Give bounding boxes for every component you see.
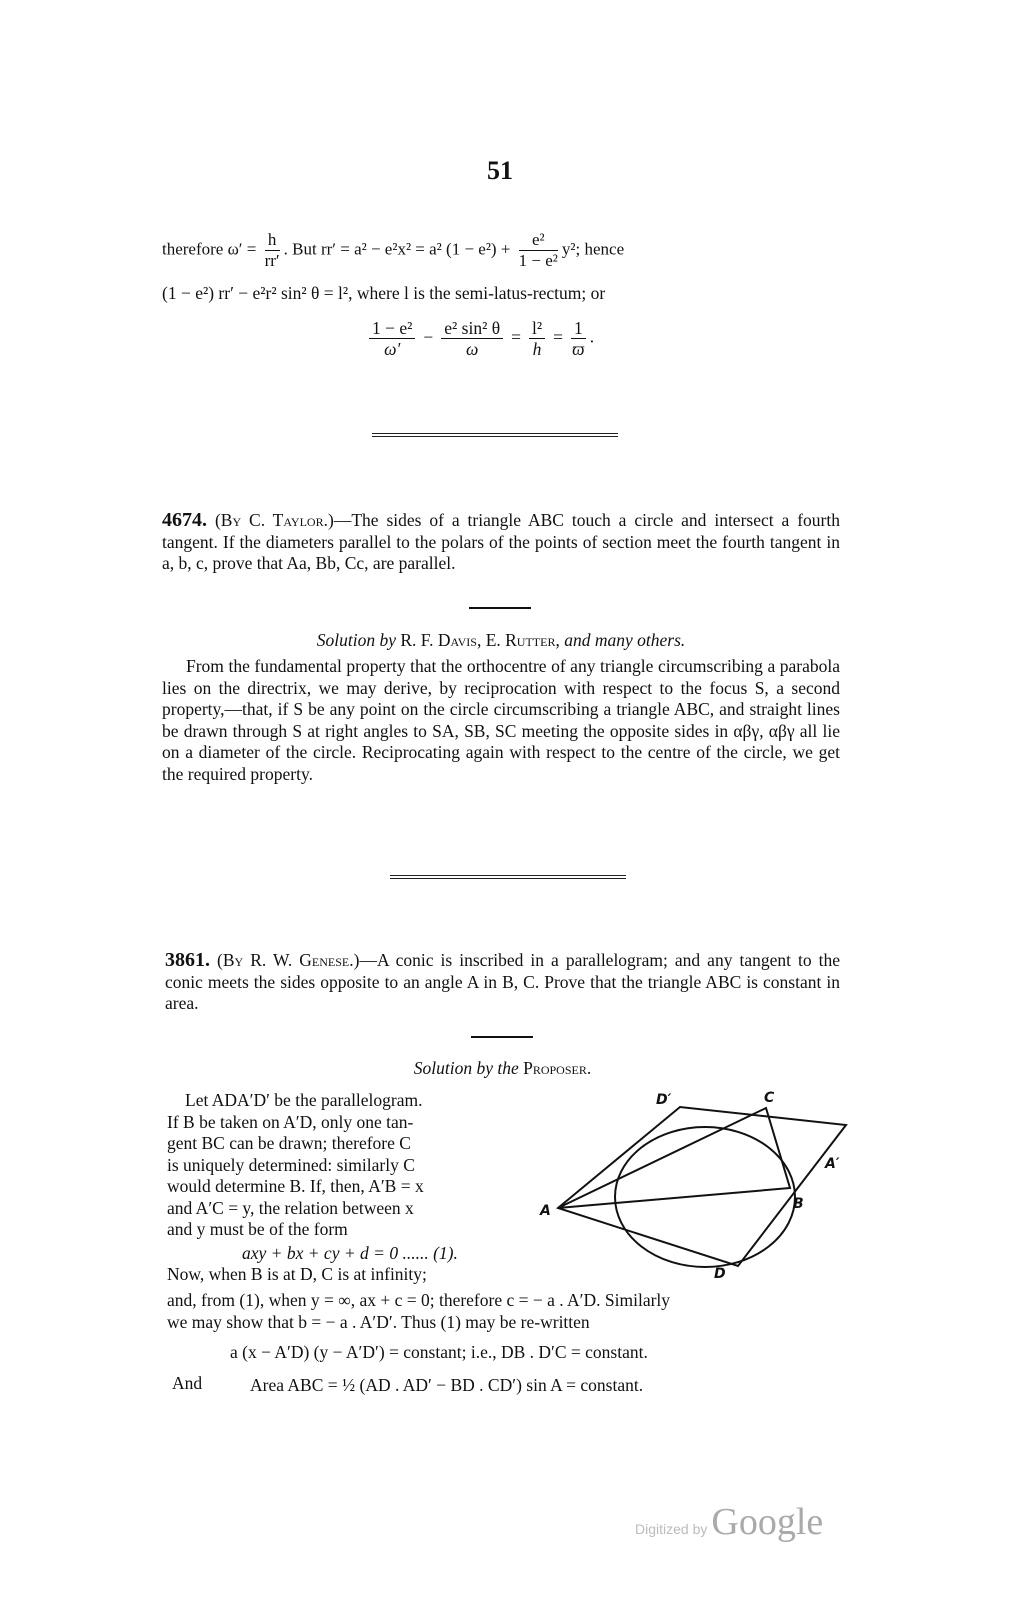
question-author: (By C. Taylor.) [214,510,334,530]
final-equation: Area ABC = ½ (AD . AD′ − BD . CD′) sin A = constant. [250,1375,644,1395]
operator: = [511,326,521,347]
label-b: B [793,1196,804,1212]
text-line: If B be taken on A′D, only one tan- [167,1111,414,1132]
text: . But rr′ = a² − e²x² = a² (1 − e²) + [283,239,511,259]
fraction [265,230,280,271]
denominator: ϖ [572,339,585,359]
fraction [519,230,558,271]
section-divider [390,875,626,879]
question-number: 3861. [165,949,210,971]
short-divider [471,1036,533,1038]
numerator: 1 [571,318,586,339]
text-line: gent BC can be drawn; therefore C [167,1133,411,1153]
triangle-abc [558,1108,790,1208]
denominator: ω [466,339,479,359]
inscribed-conic [615,1127,795,1267]
question-text: —The sides of a triangle ABC touch a circle and intersect a fourth tangent. If the diameters parallel to the polars of the points of section meet the fourth tangent in a, b, c, prove that Aa, Bb, Cc, are parallel. [162,510,840,573]
text: Solution by the [413,1058,519,1078]
short-divider [469,607,531,609]
numerator: l² [529,318,545,339]
question-text: —A conic is inscribed in a parallelogram; and any tangent to the conic meets the sides opposite to an angle A in B, C. Prove that the triangle ABC is constant in area. [165,950,841,1013]
watermark-text: Digitized by [635,1521,708,1537]
numerator: h [265,230,280,251]
solver: Proposer. [523,1058,592,1078]
text-line: would determine B. If, then, A′B = x [167,1176,424,1196]
parallelogram-diagram [528,1080,863,1290]
label-d-prime: D′ [656,1092,672,1108]
solution-text: From the fundamental property that the orthocentre of any triangle circumscribing a parabola lies on the directrix, we may derive, by reciprocation with respect to the focus S, a second property,—that, if S be any point on the circle circumscribing a triangle ABC, and straight lines be drawn through S at right angles to SA, SB, SC meeting the opposite sides in αβγ, αβγ all lie on a diameter of the circle. Reciprocating again with respect to the centre of the circle, we get the required property. [162,656,840,784]
fraction [571,318,586,359]
text-line: Now, when B is at D, C is at infinity; [167,1264,427,1284]
question-4674 [162,510,840,575]
digitized-by-google-watermark [635,1500,823,1544]
label-c: C [764,1090,775,1106]
question-3861 [165,950,840,1015]
solvers: R. F. Davis, E. Rutter, [400,630,560,650]
denominator: ω′ [384,339,401,359]
equation-1: axy + bx + cy + d = 0 ...... (1). [242,1242,458,1263]
numerator: 1 − e² [369,318,415,339]
page-number: 51 [487,156,513,185]
period: . [589,326,595,347]
denominator: h [532,339,542,359]
text: y²; hence [561,239,625,259]
question-number: 4674. [162,509,207,531]
denominator: 1 − e² [518,251,558,270]
numerator: e² sin² θ [441,318,503,339]
text: therefore ω′ = [162,239,257,259]
operator: − [423,326,434,347]
solution-column [167,1090,512,1286]
label-d: D [714,1266,726,1282]
denominator: rr′ [264,251,280,270]
fraction [529,318,545,359]
formula-line-1 [162,230,852,271]
text-line: and A′C = y, the relation between x [167,1197,414,1218]
text-line: Let ADA′D′ be the parallelogram. [185,1090,423,1110]
text: and many others. [564,630,686,650]
text-line: we may show that b = − a . A′D′. Thus (1) may be re-written [167,1312,590,1332]
text-line: and y must be of the form [167,1219,348,1239]
text-line: is uniquely determined: similarly C [167,1154,415,1175]
numerator: e² [519,230,558,251]
solution-heading [165,1058,840,1080]
operator: = [553,326,563,347]
formula-line-2: (1 − e²) rr′ − e²r² sin² θ = l², where l is the semi-latus-rectum; or [162,283,606,303]
text-line: and, from (1), when y = ∞, ax + c = 0; therefore c = − a . A′D. Similarly [167,1290,671,1310]
text: Solution by [316,630,396,650]
section-divider [372,433,618,437]
google-logo: Google [711,1501,824,1543]
fraction [441,318,503,359]
label-a: A [540,1203,551,1219]
solution-heading [162,630,840,652]
question-author: (By R. W. Genese.) [217,950,360,970]
fraction [369,318,415,359]
formula-line-3 [365,318,594,359]
equation-2: a (x − A′D) (y − A′D′) = constant; i.e., DB . D′C = constant. [230,1342,648,1362]
label-a-prime: A′ [825,1156,840,1172]
text: And [172,1373,203,1393]
